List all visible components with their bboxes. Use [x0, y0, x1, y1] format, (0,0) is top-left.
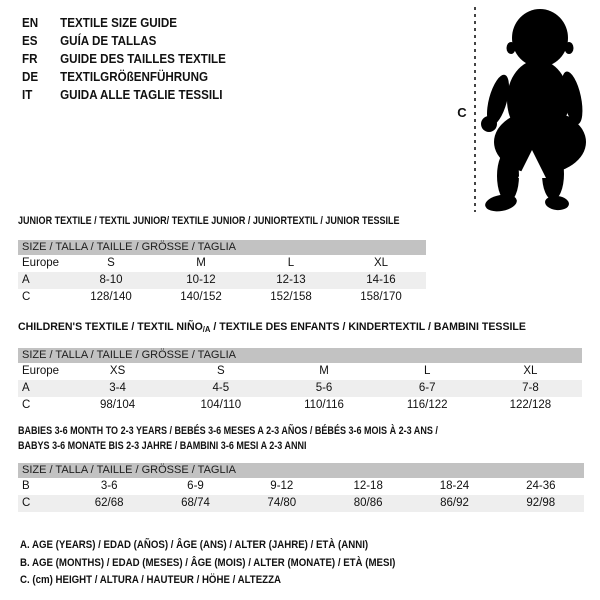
language-code: FR — [22, 52, 38, 66]
size-cell: 3-4 — [109, 382, 126, 394]
size-header-label: SIZE / TALLA / TAILLE / GRÖSSE / TAGLIA — [22, 464, 236, 476]
row-label: C — [22, 399, 31, 411]
table-title — [18, 321, 559, 336]
table-row — [18, 397, 582, 414]
size-cell: 86/92 — [440, 497, 469, 509]
size-cell: 98/104 — [100, 399, 136, 411]
table-row — [18, 289, 426, 306]
table-title: JUNIOR TEXTILE / TEXTIL JUNIOR/ TEXTILE JUNIOR / JUNIORTEXTIL / JUNIOR TESSILE — [18, 215, 400, 227]
size-table — [18, 478, 584, 512]
size-cell: M — [319, 365, 329, 377]
table-row — [18, 363, 582, 380]
height-measure-label: C — [457, 105, 467, 120]
size-table — [18, 255, 426, 306]
table-title-text: / TEXTILE DES ENFANTS / KINDERTEXTIL / BAMBINI TESSILE — [210, 321, 526, 333]
language-label: TEXTILE SIZE GUIDE — [60, 16, 178, 30]
table-title-text: CHILDREN'S TEXTILE / TEXTIL NIÑO — [18, 321, 203, 333]
size-cell: XS — [109, 365, 126, 377]
baby-figure-shape — [481, 9, 586, 214]
table-row — [18, 478, 584, 495]
table-row — [18, 380, 582, 397]
language-row — [22, 50, 226, 68]
size-cell: 12-18 — [353, 480, 383, 492]
size-cell: 9-12 — [270, 480, 294, 492]
language-code: EN — [22, 16, 39, 30]
size-cell: 110/116 — [304, 399, 344, 411]
size-cell: 14-16 — [366, 274, 396, 286]
table-row — [18, 495, 584, 512]
row-label: Europe — [22, 257, 60, 269]
size-cell: M — [196, 257, 206, 269]
size-cell: 6-9 — [187, 480, 204, 492]
row-label: A — [22, 382, 30, 394]
size-cell: 116/122 — [406, 399, 448, 411]
size-cell: 12-13 — [276, 274, 306, 286]
footnotes — [20, 537, 447, 590]
table-row — [18, 272, 426, 289]
language-label: GUIDA ALLE TAGLIE TESSILI — [60, 88, 223, 102]
language-label: GUÍA DE TALLAS — [60, 34, 157, 48]
table-title-subscript: /A — [202, 325, 211, 334]
size-cell: 128/140 — [90, 291, 132, 303]
children-table-section — [18, 321, 582, 414]
size-header-label: SIZE / TALLA / TAILLE / GRÖSSE / TAGLIA — [22, 241, 236, 253]
size-cell: 92/98 — [526, 497, 556, 509]
language-code: IT — [22, 88, 33, 102]
size-cell: 4-5 — [212, 382, 230, 394]
language-code: ES — [22, 34, 38, 48]
size-cell: 152/158 — [270, 291, 312, 303]
size-cell: 5-6 — [315, 382, 333, 394]
size-cell: 3-6 — [100, 480, 118, 492]
size-cell: 158/170 — [360, 291, 402, 303]
language-row — [22, 14, 226, 32]
size-cell: S — [107, 257, 115, 269]
size-cell: 18-24 — [439, 480, 470, 492]
babies-table-section — [18, 425, 584, 512]
size-cell: 122/128 — [509, 399, 552, 411]
size-cell: 7-8 — [522, 382, 539, 394]
language-row — [22, 86, 226, 104]
size-cell: 10-12 — [186, 274, 216, 286]
row-label: C — [22, 291, 31, 303]
size-cell: L — [424, 365, 431, 377]
size-cell: 8-10 — [99, 274, 123, 286]
language-label: GUIDE DES TAILLES TEXTILE — [60, 52, 226, 66]
size-cell: 24-36 — [526, 480, 556, 492]
size-header-label: SIZE / TALLA / TAILLE / GRÖSSE / TAGLIA — [22, 349, 236, 361]
size-cell: 74/80 — [267, 497, 297, 509]
language-label: TEXTILGRÖßENFÜHRUNG — [60, 70, 209, 84]
language-code: DE — [22, 70, 39, 84]
row-label: B — [22, 480, 30, 492]
size-cell: XL — [373, 257, 389, 269]
size-cell: 62/68 — [94, 497, 124, 509]
row-label: A — [22, 274, 30, 286]
language-row — [22, 32, 226, 50]
size-header-bar — [18, 348, 582, 363]
footnote-line: A. AGE (YEARS) / EDAD (AÑOS) / ÂGE (ANS) / ALTER (JAHRE) / ETÀ (ANNI) — [20, 539, 369, 551]
table-row — [18, 255, 426, 272]
table-title-block — [18, 425, 584, 453]
size-header-bar — [18, 240, 426, 255]
size-cell: XL — [523, 365, 538, 377]
size-table — [18, 363, 582, 414]
row-label: Europe — [22, 365, 60, 377]
size-cell: 140/152 — [180, 291, 222, 303]
size-cell: L — [287, 257, 295, 269]
footnote-line: B. AGE (MONTHS) / EDAD (MESES) / ÂGE (MOIS) / ALTER (MONATE) / ETÀ (MESI) — [20, 556, 396, 569]
footnote-line: C. (cm) HEIGHT / ALTURA / HAUTEUR / HÖHE / ALTEZZA — [20, 574, 282, 586]
row-label: C — [22, 497, 31, 509]
size-cell: S — [216, 365, 225, 377]
size-header-bar — [18, 463, 584, 478]
language-row — [22, 68, 226, 86]
size-cell: 104/110 — [200, 399, 242, 411]
table-title: BABIES 3-6 MONTH TO 2-3 YEARS / BEBÉS 3-6 MESES A 2-3 AÑOS / BÉBÉS 3-6 MOIS À 2-3 ANS / — [18, 425, 438, 437]
table-title: BABYS 3-6 MONATE BIS 2-3 JAHRE / BAMBINI 3-6 MESI A 2-3 ANNI — [18, 440, 307, 452]
baby-silhouette — [448, 4, 598, 216]
junior-table-section — [18, 215, 426, 306]
language-list — [22, 14, 241, 104]
size-cell: 68/74 — [181, 497, 210, 509]
size-cell: 80/86 — [353, 497, 383, 509]
size-cell: 6-7 — [418, 382, 436, 394]
